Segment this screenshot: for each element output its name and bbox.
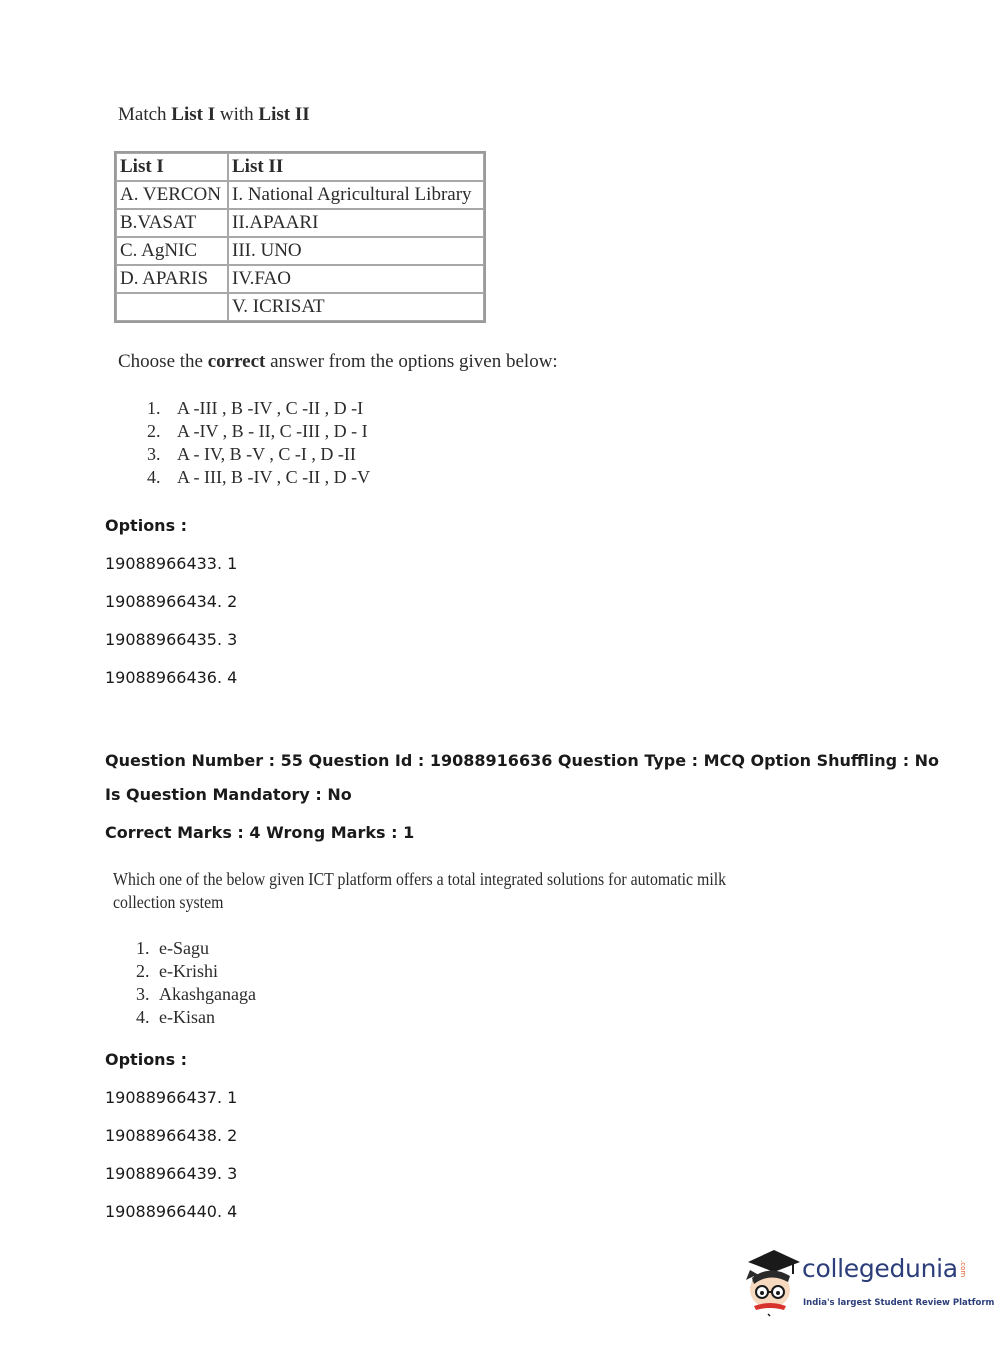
options-heading: Options : (105, 1050, 188, 1069)
table-cell: B.VASAT (116, 209, 228, 237)
option-item: 19088966434. 2 (105, 592, 238, 611)
table-cell: II.APAARI (228, 209, 484, 237)
table-cell: I. National Agricultural Library (228, 181, 484, 209)
option-item: 19088966440. 4 (105, 1202, 238, 1221)
option-item: 19088966439. 3 (105, 1164, 238, 1183)
match-table (114, 151, 486, 323)
table-cell: III. UNO (228, 237, 484, 265)
list-item: 1. A -III , B -IV , C -II , D -I (147, 398, 364, 418)
list-item: 4. e-Kisan (136, 1007, 215, 1027)
table-row (116, 209, 484, 237)
q1-intro: Match List I with List II (118, 104, 310, 125)
table-cell (116, 293, 228, 321)
logo-name: collegedunia (802, 1254, 958, 1283)
q1-instruction: Choose the correct answer from the options given below: (118, 351, 558, 372)
q2-question-text: Which one of the below given ICT platform offers a total integrated solutions for automatic milk collection system (113, 869, 727, 912)
table-cell: D. APARIS (116, 265, 228, 293)
list-item: 1. e-Sagu (136, 938, 209, 958)
table-row (116, 265, 484, 293)
option-item: 19088966435. 3 (105, 630, 238, 649)
table-cell: C. AgNIC (116, 237, 228, 265)
list-item: 4. A - III, B -IV , C -II , D -V (147, 467, 371, 487)
table-row (116, 293, 484, 321)
table-row (116, 237, 484, 265)
question-marks: Correct Marks : 4 Wrong Marks : 1 (105, 823, 415, 842)
logo-tagline: India's largest Student Review Platform (803, 1298, 995, 1308)
option-item: 19088966433. 1 (105, 554, 238, 573)
list-item: 3. A - IV, B -V , C -I , D -II (147, 444, 356, 464)
header-list1: List I (116, 153, 228, 181)
list-item: 3. Akashganaga (136, 984, 256, 1004)
option-item: 19088966438. 2 (105, 1126, 238, 1145)
table-cell: IV.FAO (228, 265, 484, 293)
header-list2: List II (228, 153, 484, 181)
list-item: 2. A -IV , B - II, C -III , D - I (147, 421, 368, 441)
question-mandatory: Is Question Mandatory : No (105, 785, 352, 804)
table-header-row (116, 153, 484, 181)
q2-answer-list (136, 937, 256, 1029)
collegedunia-logo (740, 1248, 995, 1318)
mascot-icon (740, 1248, 802, 1318)
list1-label: List I (171, 104, 216, 125)
table-row (116, 181, 484, 209)
table-cell: V. ICRISAT (228, 293, 484, 321)
options-heading: Options : (105, 516, 188, 535)
question-meta: Question Number : 55 Question Id : 19088916636 Question Type : MCQ Option Shuffling : No (105, 751, 940, 770)
list-item: 2. e-Krishi (136, 961, 218, 981)
q1-answer-list (147, 397, 370, 489)
logo-suffix: .com (959, 1260, 967, 1278)
list2-label: List II (258, 104, 310, 125)
table-cell: A. VERCON (116, 181, 228, 209)
option-item: 19088966437. 1 (105, 1088, 238, 1107)
option-item: 19088966436. 4 (105, 668, 238, 687)
